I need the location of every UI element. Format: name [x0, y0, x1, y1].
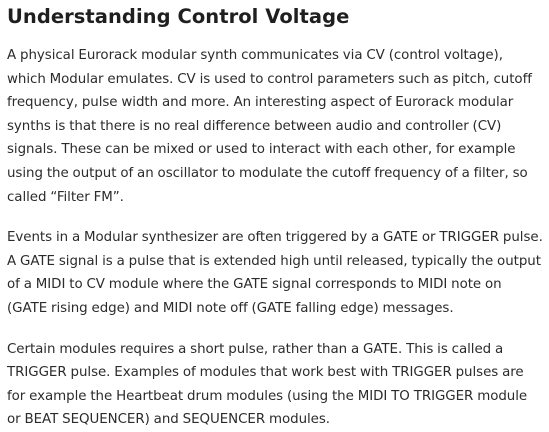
paragraph-control-voltage: A physical Eurorack modular synth communicates via CV (control voltage), which Modular emulates. CV is used to control parameters such as pitch, cutoff frequency, pulse width and more. An interesting aspect of Eurorack modular synths is that there is no real difference between audio and controller (CV) signals. These can be mixed or used to interact with each other, for example using the output of an oscillator to modulate the cutoff frequency of a filter, so called “Filter FM”.: [7, 48, 532, 205]
paragraph-gate-trigger: Events in a Modular synthesizer are often triggered by a GATE or TRIGGER pulse. A GATE signal is a pulse that is extended high until released, typically the output of a MIDI to CV module where the GATE signal corresponds to MIDI note on (GATE rising edge) and MIDI note off (GATE falling edge) messages.: [7, 230, 543, 316]
page-title: Understanding Control Voltage: [7, 5, 350, 28]
paragraph-trigger-pulse: Certain modules requires a short pulse, rather than a GATE. This is called a TRIGGER pulse. Examples of modules that work best with TRIGGER pulses are for example the Heartbeat drum modules (using the MIDI TO TRIGGER module or BEAT SEQUENCER) and SEQUENCER modules.: [7, 341, 528, 428]
